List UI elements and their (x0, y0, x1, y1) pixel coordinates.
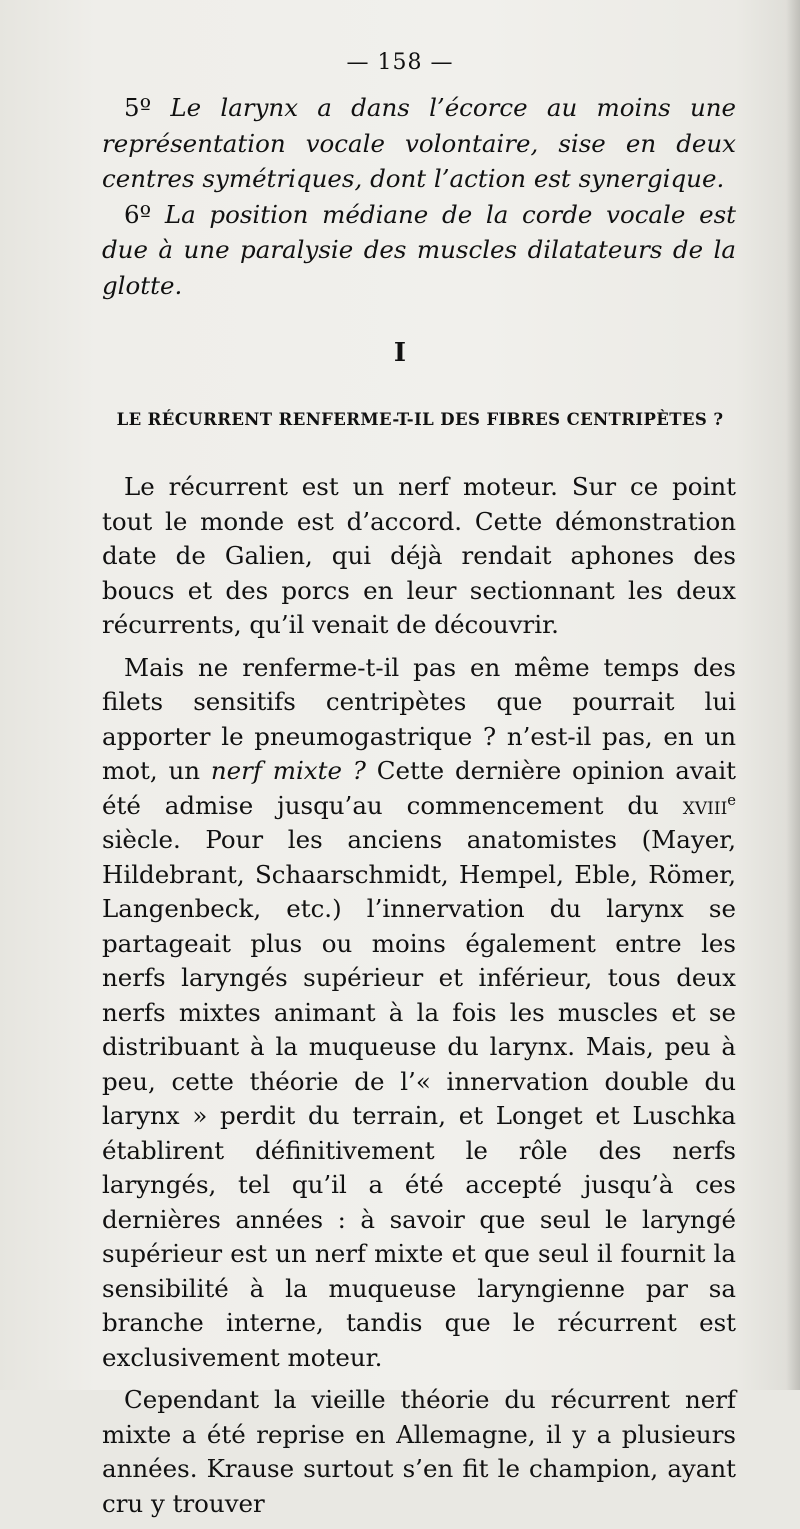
page-gutter-shadow (786, 0, 800, 1390)
paragraph-2-part-a: Mais ne renferme-t-il pas en même temps des filets sensitifs centripètes que pourrait lui apporter le pneumogastrique ? n’est-il pas, en un mot, un (102, 652, 736, 785)
paragraph-2 (102, 651, 736, 1376)
section-numeral: I (393, 338, 407, 368)
conclusion-item (102, 197, 736, 304)
body-text (102, 470, 736, 1529)
section-heading: LE RÉCURRENT RENFERME-T-IL DES FIBRES CENTRIPÈTES ? (116, 410, 724, 429)
conclusions-list (102, 90, 736, 304)
paragraph-2-part-c: siècle. Pour les anciens anatomistes (Mayer, Hildebrant, Schaarschmidt, Hempel, Eble, Römer, Langenbeck, etc.) l’innervation du larynx se partageait plus ou moins également entre les nerfs laryngés supérieur et inférieur, tous deux nerfs mixtes animant à la fois les muscles et se distribuant à la muqueuse du larynx. Mais, peu à peu, cette théorie de l’« innervation double du larynx » perdit du terrain, et Longet et Luschka établirent définitivement le rôle des nerfs laryngés, tel qu’il a été accepté jusqu’à ces dernières années : à savoir que seul le laryngé supérieur est un nerf mixte et que seul il fournit la sensibilité à la muqueuse laryngienne par sa branche interne, tandis que le récurrent est exclusivement moteur. (102, 825, 736, 1372)
conclusion-text: Le larynx a dans l’écorce au moins une représentation vocale volontaire, sise en deux centres symétriques, dont l’action est synergique. (102, 93, 737, 194)
century-numeral: xviii (682, 790, 728, 820)
page-number: — 158 — (346, 50, 454, 75)
conclusion-number: 5º (124, 93, 152, 122)
century-superscript: e (727, 791, 736, 809)
conclusion-text: La position médiane de la corde vocale est due à une paralysie des muscles dilatateurs de la glotte. (102, 199, 736, 300)
paragraph-2-part-b: Cette dernière opinion avait été admise jusqu’au commencement du (102, 756, 737, 820)
conclusion-number: 6º (124, 199, 152, 229)
paragraph-3: Cependant la vieille théorie du récurrent nerf mixte a été reprise en Allemagne, il y a plusieurs années. Krause surtout s’en fit le champion, ayant cru y trouver (102, 1385, 736, 1518)
emphasis-nerf-mixte: nerf mixte ? (210, 756, 366, 785)
conclusion-item (102, 90, 736, 197)
paragraph-1: Le récurrent est un nerf moteur. Sur ce point tout le monde est d’accord. Cette démonstration date de Galien, qui déjà rendait aphones des boucs et des porcs en leur sectionnant les deux récurrents, qu’il venait de découvrir. (102, 472, 736, 639)
